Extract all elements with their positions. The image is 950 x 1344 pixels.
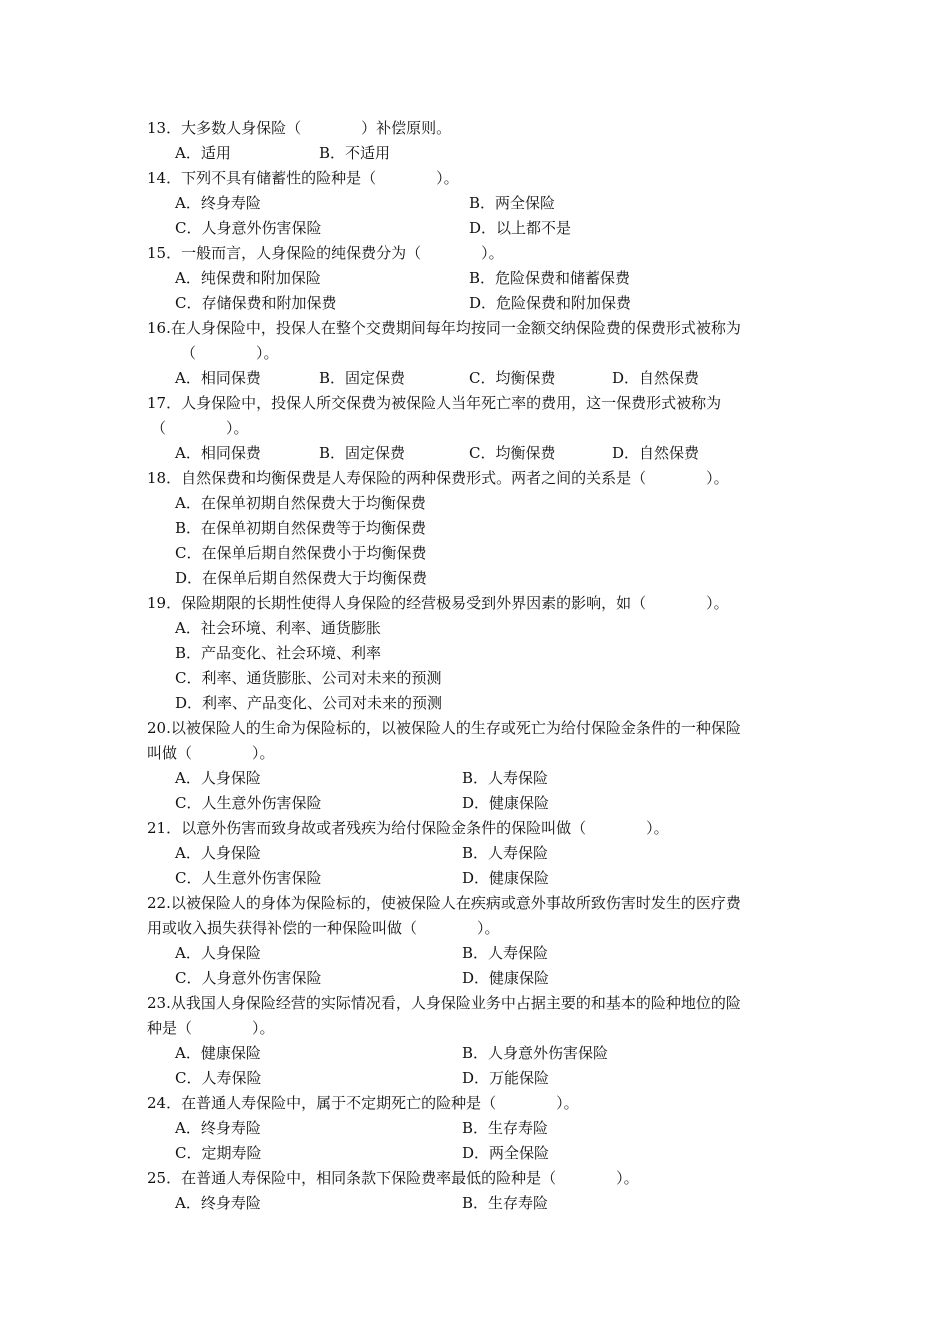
option-b: B．人寿保险 [462, 944, 549, 962]
option-c: C．均衡保费 [469, 369, 556, 387]
option-c: C．人生意外伤害保险 [175, 794, 322, 812]
option-a: A．终身寿险 [175, 1194, 261, 1212]
question-21 [147, 817, 827, 887]
question-16 [147, 317, 827, 387]
question-stem: 21．以意外伤害而致身故或者残疾为给付保险金条件的保险叫做（ ）。 [147, 819, 669, 837]
question-stem: 20.以被保险人的生命为保险标的，以被保险人的生存或死亡为给付保险金条件的一种保险 [147, 719, 741, 737]
option-d: D．健康保险 [462, 794, 550, 812]
option-a: A．相同保费 [175, 444, 261, 462]
option-b: B．产品变化、社会环境、利率 [175, 644, 382, 662]
option-d: D．自然保费 [612, 444, 700, 462]
question-stem: 17．人身保险中，投保人所交保费为被保险人当年死亡率的费用，这一保费形式被称为 [147, 394, 722, 412]
option-a: A．相同保费 [175, 369, 261, 387]
option-b: B．不适用 [319, 144, 391, 162]
question-15 [147, 242, 827, 312]
question-14 [147, 167, 827, 237]
option-c: C．人寿保险 [175, 1069, 262, 1087]
question-stem: 16.在人身保险中，投保人在整个交费期间每年均按同一金额交纳保险费的保费形式被称为 [147, 319, 741, 337]
question-stem-continuation: 用或收入损失获得补偿的一种保险叫做（ ）。 [147, 919, 500, 937]
question-stem-continuation: （ ）。 [181, 344, 279, 362]
question-stem: 14．下列不具有储蓄性的险种是（ ）。 [147, 169, 459, 187]
question-stem: 15．一般而言，人身保险的纯保费分为（ ）。 [147, 244, 504, 262]
option-d: D．以上都不是 [469, 219, 572, 237]
option-d: D．两全保险 [462, 1144, 550, 1162]
question-24 [147, 1092, 827, 1162]
option-b: B．人寿保险 [462, 769, 549, 787]
option-b: B．固定保费 [319, 369, 406, 387]
option-b: B．人身意外伤害保险 [462, 1044, 609, 1062]
option-d: D．自然保费 [612, 369, 700, 387]
option-a: A．社会环境、利率、通货膨胀 [175, 619, 381, 637]
option-a: A．人身保险 [175, 844, 261, 862]
question-18 [147, 467, 827, 587]
option-b: B．危险保费和储蓄保费 [469, 269, 631, 287]
option-a: A．健康保险 [175, 1044, 261, 1062]
question-stem: 22.以被保险人的身体为保险标的，使被保险人在疾病或意外事故所致伤害时发生的医疗费 [147, 894, 741, 912]
option-b: B．生存寿险 [462, 1194, 549, 1212]
option-a: A．纯保费和附加保险 [175, 269, 321, 287]
question-stem: 25．在普通人寿保险中，相同条款下保险费率最低的险种是（ ）。 [147, 1169, 639, 1187]
question-17 [147, 392, 827, 462]
question-13 [147, 117, 827, 162]
question-19 [147, 592, 827, 712]
option-c: C．利率、通货膨胀、公司对未来的预测 [175, 669, 442, 687]
question-stem: 23.从我国人身保险经营的实际情况看，人身保险业务中占据主要的和基本的险种地位的险 [147, 994, 741, 1012]
option-a: A．在保单初期自然保费大于均衡保费 [175, 494, 426, 512]
option-d: D．健康保险 [462, 869, 550, 887]
question-stem: 13．大多数人身保险（ ）补偿原则。 [147, 119, 452, 137]
question-23 [147, 992, 827, 1087]
option-d: D．危险保费和附加保费 [469, 294, 632, 312]
question-25 [147, 1167, 827, 1212]
question-22 [147, 892, 827, 987]
question-stem-continuation: 叫做（ ）。 [147, 744, 275, 762]
option-a: A．终身寿险 [175, 1119, 261, 1137]
option-a: A．人身保险 [175, 769, 261, 787]
option-b: B．固定保费 [319, 444, 406, 462]
option-b: B．两全保险 [469, 194, 556, 212]
option-d: D．万能保险 [462, 1069, 550, 1087]
option-c: C．人身意外伤害保险 [175, 969, 322, 987]
option-c: C．存储保费和附加保费 [175, 294, 337, 312]
option-a: A．适用 [175, 144, 231, 162]
option-c: C．定期寿险 [175, 1144, 262, 1162]
option-a: A．人身保险 [175, 944, 261, 962]
option-c: C．均衡保费 [469, 444, 556, 462]
question-20 [147, 717, 827, 812]
option-b: B．人寿保险 [462, 844, 549, 862]
option-d: D．在保单后期自然保费大于均衡保费 [175, 569, 428, 587]
question-stem-continuation: 种是（ ）。 [147, 1019, 275, 1037]
question-stem: 18．自然保费和均衡保费是人寿保险的两种保费形式。两者之间的关系是（ ）。 [147, 469, 729, 487]
option-d: D．利率、产品变化、公司对未来的预测 [175, 694, 443, 712]
option-b: B．生存寿险 [462, 1119, 549, 1137]
option-b: B．在保单初期自然保费等于均衡保费 [175, 519, 427, 537]
option-a: A．终身寿险 [175, 194, 261, 212]
question-stem: 24．在普通人寿保险中，属于不定期死亡的险种是（ ）。 [147, 1094, 579, 1112]
option-c: C．人生意外伤害保险 [175, 869, 322, 887]
question-stem: 19．保险期限的长期性使得人身保险的经营极易受到外界因素的影响，如（ ）。 [147, 594, 729, 612]
option-c: C．在保单后期自然保费小于均衡保费 [175, 544, 427, 562]
option-c: C．人身意外伤害保险 [175, 219, 322, 237]
question-stem-continuation: （ ）。 [151, 419, 249, 437]
option-d: D．健康保险 [462, 969, 550, 987]
